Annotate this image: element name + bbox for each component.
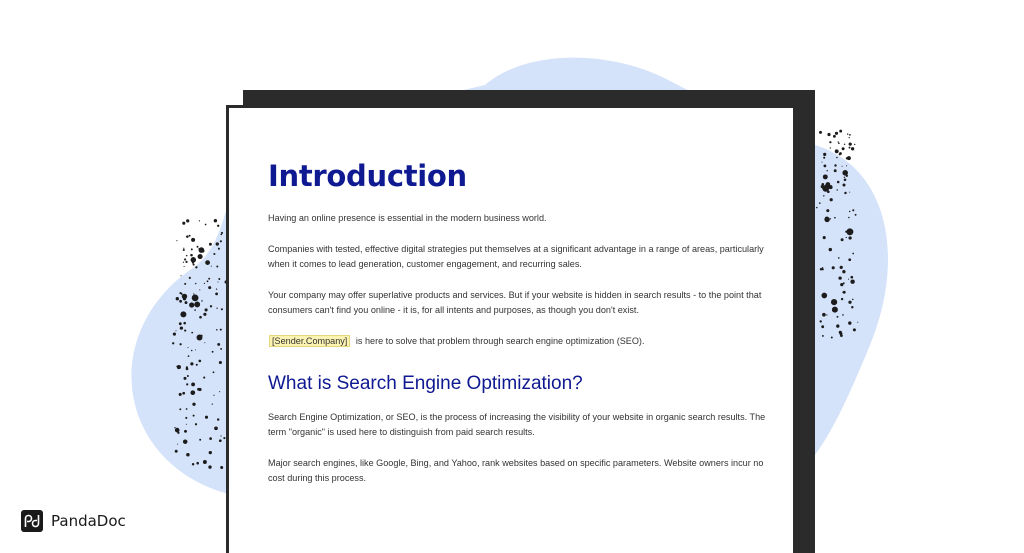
ink-dot <box>820 268 822 270</box>
ink-dot <box>837 189 838 190</box>
ink-dot <box>199 289 200 290</box>
ink-dot <box>825 217 828 220</box>
ink-dot <box>855 214 857 216</box>
ink-dot <box>184 258 186 260</box>
ink-dot <box>205 416 208 419</box>
ink-dot <box>823 174 828 179</box>
ink-dot <box>199 316 202 319</box>
ink-dot <box>196 364 198 366</box>
ink-dot <box>823 195 824 196</box>
ink-dot <box>187 347 188 348</box>
ink-dot <box>217 418 219 420</box>
ink-dot <box>186 408 188 410</box>
ink-dot <box>175 450 178 453</box>
ink-dot <box>848 258 851 261</box>
ink-dot <box>176 240 177 241</box>
ink-dot <box>217 225 219 227</box>
ink-dot <box>208 465 211 468</box>
ink-dot <box>184 283 186 285</box>
ink-dot <box>819 202 821 204</box>
paragraph-intro-2: Companies with tested, effective digital strategies put themselves at a significant advantage in a range of areas, particularly when it comes to lead generation, customer engagement, and recurring sales. <box>268 244 764 269</box>
ink-dot <box>186 424 187 425</box>
ink-dot <box>190 390 195 395</box>
ink-dot <box>212 351 214 353</box>
ink-dot <box>217 343 220 346</box>
ink-dot <box>216 288 217 289</box>
ink-dot <box>190 362 193 365</box>
ink-dot <box>186 453 189 456</box>
ink-dot <box>833 135 836 138</box>
paragraph-intro-1: Having an online presence is essential in the modern business world. <box>268 213 547 223</box>
section-subheading: What is Search Engine Optimization? <box>268 373 583 394</box>
ink-dot <box>205 308 208 311</box>
ink-dot <box>193 293 194 294</box>
ink-dot <box>192 403 195 406</box>
ink-dot <box>851 306 853 308</box>
ink-dot <box>821 325 824 328</box>
ink-dot <box>193 391 194 392</box>
ink-dot <box>213 253 215 255</box>
ink-dot <box>214 219 217 222</box>
ink-dot <box>193 415 195 417</box>
ink-dot <box>830 198 833 201</box>
ink-dot <box>839 332 842 335</box>
ink-dot <box>844 144 845 145</box>
paragraph-seo-1: Search Engine Optimization, or SEO, is the process of increasing the visibility of your website in organic search results. The term "organic" is used here to distinguish from paid search results. <box>268 412 766 437</box>
ink-dot <box>217 281 218 282</box>
ink-dot <box>194 301 200 307</box>
ink-dot <box>844 177 845 178</box>
ink-dot <box>852 299 854 301</box>
ink-dot <box>215 293 218 296</box>
ink-dot <box>194 309 196 311</box>
ink-dot <box>848 217 850 219</box>
ink-dot <box>850 276 853 279</box>
ink-dot <box>842 314 844 316</box>
ink-dot <box>849 192 850 193</box>
paragraph-intro-3: Your company may offer superlative products and services. But if your website is hidden in search results - to the point that consumers can't find you online - it is, for all intents and purposes, as though you don't exist. <box>268 290 762 315</box>
ink-dot <box>204 283 205 284</box>
ink-dot <box>198 254 203 259</box>
ink-dot <box>207 280 209 282</box>
ink-dot <box>204 342 205 343</box>
ink-dot <box>852 209 854 211</box>
ink-dot <box>823 157 825 159</box>
ink-dot <box>832 307 838 313</box>
ink-dot <box>205 224 207 226</box>
ink-dot <box>834 169 837 172</box>
ink-dot <box>192 295 199 302</box>
ink-dot <box>196 462 199 465</box>
ink-dot <box>199 439 201 441</box>
ink-dot <box>209 451 212 454</box>
ink-dot <box>829 248 832 251</box>
sender-company-sentence: is here to solve that problem through search engine optimization (SEO). <box>355 336 645 346</box>
ink-dot <box>823 236 826 239</box>
ink-dot <box>209 437 212 440</box>
ink-dot <box>221 308 223 310</box>
ink-dot <box>195 423 197 425</box>
pd-glyph-icon <box>24 514 40 528</box>
ink-dot <box>208 286 211 289</box>
ink-dot <box>199 220 200 221</box>
ink-dot <box>186 383 188 385</box>
ink-dot <box>179 322 182 325</box>
ink-dot <box>186 255 188 257</box>
ink-dot <box>205 260 210 265</box>
ink-dot <box>185 417 187 419</box>
ink-dot <box>192 261 194 263</box>
ink-dot <box>202 250 205 253</box>
ink-dot <box>198 360 201 363</box>
ink-dot <box>201 300 203 302</box>
ink-dot <box>836 324 839 327</box>
ink-dot <box>213 371 215 373</box>
ink-dot <box>191 238 195 242</box>
ink-dot <box>846 165 847 166</box>
ink-dot <box>180 275 181 276</box>
ink-dot <box>197 335 203 341</box>
ink-dot <box>852 253 854 255</box>
ink-dot <box>183 377 186 380</box>
ink-dot <box>179 292 181 294</box>
ink-dot <box>190 254 193 257</box>
ink-dot <box>183 249 185 251</box>
ink-dot <box>846 157 848 159</box>
ink-dot <box>849 134 851 136</box>
ink-dot <box>182 222 185 225</box>
pandadoc-logo <box>21 510 126 532</box>
ink-dot <box>826 182 831 187</box>
ink-dot <box>847 133 848 134</box>
ink-dot <box>838 276 841 279</box>
ink-dot <box>214 426 218 430</box>
ink-dot <box>826 209 829 212</box>
ink-dot <box>839 130 842 133</box>
ink-dot <box>848 236 851 239</box>
ink-dot <box>857 322 858 323</box>
ink-dot <box>172 342 174 344</box>
ink-dot <box>183 248 184 249</box>
ink-dot <box>192 463 194 465</box>
ink-dot <box>189 302 194 307</box>
ink-dot <box>843 291 846 294</box>
ink-dot <box>837 316 839 318</box>
ink-dot <box>853 328 856 331</box>
ink-dot <box>844 179 847 182</box>
ink-dot <box>826 314 827 315</box>
ink-dot <box>840 266 843 269</box>
ink-dot <box>821 293 827 299</box>
ink-dot <box>843 282 845 284</box>
ink-dot <box>219 439 222 442</box>
ink-dot <box>179 343 181 345</box>
ink-dot <box>844 192 846 194</box>
ink-dot <box>823 164 826 167</box>
ink-dot <box>183 439 188 444</box>
ink-dot <box>211 266 212 267</box>
ink-dot <box>842 170 848 176</box>
ink-dot <box>220 329 222 331</box>
sender-company-variable[interactable]: [Sender.Company] <box>269 335 350 347</box>
ink-dot <box>816 207 817 208</box>
ink-dot <box>213 395 214 396</box>
brand-name: PandaDoc <box>51 512 126 530</box>
ink-dot <box>854 144 855 145</box>
document-content <box>268 158 768 486</box>
ink-dot <box>841 238 844 241</box>
ink-dot <box>220 240 222 242</box>
ink-dot <box>184 266 185 267</box>
ink-dot <box>191 382 195 386</box>
ink-dot <box>191 332 193 334</box>
ink-dot <box>827 190 830 193</box>
ink-dot <box>819 131 822 134</box>
ink-dot <box>209 243 212 246</box>
ink-dot <box>830 218 831 219</box>
paragraph-sender-company <box>268 334 768 349</box>
ink-dot <box>842 270 845 273</box>
ink-dot <box>849 137 850 138</box>
pandadoc-logo-icon <box>21 510 43 532</box>
ink-dot <box>220 234 222 236</box>
ink-dot <box>189 235 191 237</box>
ink-dot <box>839 153 841 155</box>
ink-dot <box>835 132 838 135</box>
ink-dot <box>180 326 183 329</box>
ink-dot <box>822 335 824 337</box>
ink-dot <box>841 298 843 300</box>
ink-dot <box>203 313 206 316</box>
ink-dot <box>191 248 193 250</box>
ink-dot <box>848 321 851 324</box>
ink-dot <box>179 393 182 396</box>
ink-dot <box>191 350 193 352</box>
ink-dot <box>175 428 180 433</box>
ink-dot <box>843 184 846 187</box>
ink-dot <box>851 147 854 150</box>
ink-dot <box>193 264 195 266</box>
ink-dot <box>838 257 840 259</box>
ink-dot <box>203 377 205 379</box>
ink-dot <box>834 164 836 166</box>
ink-dot <box>189 277 191 279</box>
ink-dot <box>848 279 849 280</box>
document-title: Introduction <box>268 159 467 193</box>
ink-dot <box>218 248 220 250</box>
ink-dot <box>838 143 840 145</box>
ink-dot <box>210 305 212 307</box>
ink-dot <box>188 355 190 357</box>
ink-dot <box>821 185 824 188</box>
ink-dot <box>845 231 847 233</box>
ink-dot <box>820 320 822 322</box>
ink-dot <box>203 460 207 464</box>
ink-dot <box>182 294 187 299</box>
ink-dot <box>846 228 853 235</box>
ink-dot <box>830 185 832 187</box>
ink-dot <box>220 466 223 469</box>
ink-dot <box>179 408 181 410</box>
ink-dot <box>849 211 850 212</box>
ink-dot <box>842 166 843 167</box>
ink-dot <box>180 311 186 317</box>
ink-dot <box>848 301 851 304</box>
ink-dot <box>822 313 826 317</box>
ink-dot <box>220 348 222 350</box>
ink-dot <box>850 280 854 284</box>
ink-dot <box>208 278 210 280</box>
ink-dot <box>177 444 178 445</box>
ink-dot <box>849 142 852 145</box>
ink-dot <box>175 330 176 331</box>
ink-dot <box>830 147 831 148</box>
ink-dot <box>834 217 836 219</box>
ink-dot <box>821 162 822 163</box>
ink-dot <box>186 366 188 368</box>
ink-dot <box>184 330 186 332</box>
ink-dot <box>195 283 196 284</box>
ink-dot <box>836 157 838 159</box>
ink-dot <box>173 333 176 336</box>
ink-dot <box>197 388 200 391</box>
ink-dot <box>831 299 837 305</box>
ink-dot <box>849 147 851 149</box>
ink-dot <box>218 278 220 280</box>
ink-dot <box>823 153 826 156</box>
ink-dot <box>212 403 213 404</box>
ink-dot <box>183 262 184 263</box>
ink-dot <box>827 170 828 171</box>
ink-dot <box>832 266 835 269</box>
ink-dot <box>216 266 218 268</box>
ink-dot <box>838 141 839 142</box>
ink-dot <box>174 427 175 428</box>
ink-dot <box>185 301 188 304</box>
ink-dot <box>195 266 197 268</box>
ink-dot <box>182 392 185 395</box>
ink-dot <box>195 349 196 350</box>
ink-dot <box>831 337 833 339</box>
ink-dot <box>186 235 189 238</box>
ink-dot <box>219 391 220 392</box>
document-page <box>226 105 796 553</box>
ink-dot <box>837 181 840 184</box>
paragraph-seo-2: Major search engines, like Google, Bing, and Yahoo, rank websites based on specific parameters. Website owners incur no cost during this process. <box>268 458 764 483</box>
ink-dot <box>186 219 189 222</box>
ink-dot <box>179 300 182 303</box>
ink-dot <box>827 133 830 136</box>
ink-dot <box>220 435 221 436</box>
ink-dot <box>185 261 187 263</box>
ink-dot <box>176 297 179 300</box>
ink-dot <box>197 246 199 248</box>
ink-dot <box>829 141 831 143</box>
ink-dot <box>184 430 187 433</box>
ink-dot <box>187 375 189 377</box>
ink-dot <box>219 361 222 364</box>
ink-dot <box>216 329 218 331</box>
ink-dot <box>177 365 181 369</box>
ink-dot <box>216 308 217 309</box>
ink-dot <box>835 149 839 153</box>
ink-dot <box>216 242 219 245</box>
ink-dot <box>183 322 186 325</box>
ink-dot <box>846 237 847 238</box>
ink-dot <box>842 147 845 150</box>
